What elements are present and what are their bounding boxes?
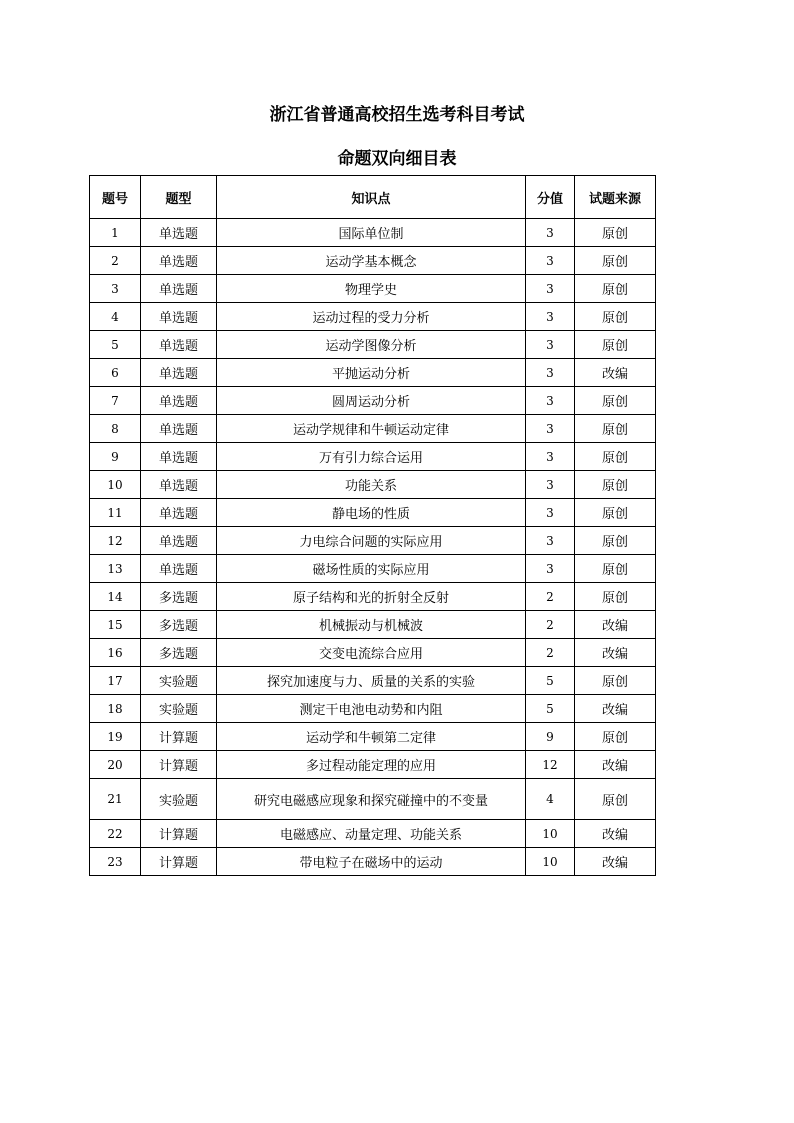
cell-knowledge-point: 测定干电池电动势和内阻: [217, 695, 526, 723]
cell-score: 5: [526, 667, 575, 695]
cell-question-type: 计算题: [141, 820, 217, 848]
table-header-row: [90, 176, 656, 219]
cell-score: 3: [526, 303, 575, 331]
cell-question-type: 单选题: [141, 275, 217, 303]
cell-question-number: 15: [90, 611, 141, 639]
cell-question-type: 实验题: [141, 779, 217, 820]
table-row: [90, 219, 656, 247]
table-row: [90, 751, 656, 779]
table-row: [90, 723, 656, 751]
cell-source: 改编: [575, 751, 656, 779]
cell-source: 原创: [575, 443, 656, 471]
cell-score: 2: [526, 583, 575, 611]
header-score: 分值: [526, 176, 575, 219]
table-row: [90, 583, 656, 611]
cell-question-number: 8: [90, 415, 141, 443]
cell-source: 改编: [575, 695, 656, 723]
cell-knowledge-point: 多过程动能定理的应用: [217, 751, 526, 779]
cell-score: 3: [526, 387, 575, 415]
cell-score: 9: [526, 723, 575, 751]
cell-score: 5: [526, 695, 575, 723]
cell-question-number: 1: [90, 219, 141, 247]
cell-knowledge-point: 国际单位制: [217, 219, 526, 247]
cell-score: 3: [526, 527, 575, 555]
cell-question-type: 单选题: [141, 331, 217, 359]
cell-question-type: 实验题: [141, 667, 217, 695]
cell-question-number: 21: [90, 779, 141, 820]
cell-score: 10: [526, 848, 575, 876]
cell-source: 原创: [575, 779, 656, 820]
document-title: 浙江省普通高校招生选考科目考试: [269, 105, 525, 125]
cell-score: 10: [526, 820, 575, 848]
cell-source: 原创: [575, 387, 656, 415]
cell-question-type: 单选题: [141, 415, 217, 443]
cell-question-number: 7: [90, 387, 141, 415]
cell-knowledge-point: 磁场性质的实际应用: [217, 555, 526, 583]
cell-score: 12: [526, 751, 575, 779]
table-row: [90, 247, 656, 275]
table-row: [90, 639, 656, 667]
cell-knowledge-point: 运动学图像分析: [217, 331, 526, 359]
cell-question-number: 2: [90, 247, 141, 275]
cell-question-type: 单选题: [141, 219, 217, 247]
cell-source: 原创: [575, 583, 656, 611]
cell-question-type: 单选题: [141, 247, 217, 275]
table-row: [90, 275, 656, 303]
cell-score: 3: [526, 359, 575, 387]
table-row: [90, 695, 656, 723]
table-row: [90, 611, 656, 639]
cell-question-number: 10: [90, 471, 141, 499]
table-row: [90, 779, 656, 820]
cell-question-type: 单选题: [141, 387, 217, 415]
table-body: [90, 219, 656, 876]
cell-source: 改编: [575, 848, 656, 876]
table-row: [90, 848, 656, 876]
cell-question-number: 6: [90, 359, 141, 387]
cell-question-number: 12: [90, 527, 141, 555]
cell-knowledge-point: 交变电流综合应用: [217, 639, 526, 667]
cell-source: 原创: [575, 303, 656, 331]
cell-knowledge-point: 电磁感应、动量定理、功能关系: [217, 820, 526, 848]
cell-source: 原创: [575, 723, 656, 751]
cell-source: 改编: [575, 611, 656, 639]
cell-knowledge-point: 带电粒子在磁场中的运动: [217, 848, 526, 876]
cell-knowledge-point: 万有引力综合运用: [217, 443, 526, 471]
cell-knowledge-point: 探究加速度与力、质量的关系的实验: [217, 667, 526, 695]
cell-knowledge-point: 物理学史: [217, 275, 526, 303]
cell-score: 3: [526, 443, 575, 471]
cell-score: 3: [526, 471, 575, 499]
cell-score: 3: [526, 555, 575, 583]
cell-score: 3: [526, 275, 575, 303]
table-row: [90, 555, 656, 583]
cell-score: 4: [526, 779, 575, 820]
cell-question-type: 单选题: [141, 359, 217, 387]
cell-knowledge-point: 原子结构和光的折射全反射: [217, 583, 526, 611]
cell-knowledge-point: 机械振动与机械波: [217, 611, 526, 639]
cell-question-type: 单选题: [141, 527, 217, 555]
cell-score: 3: [526, 247, 575, 275]
cell-source: 改编: [575, 639, 656, 667]
cell-source: 原创: [575, 667, 656, 695]
header-question-type: 题型: [141, 176, 217, 219]
cell-score: 3: [526, 415, 575, 443]
cell-knowledge-point: 静电场的性质: [217, 499, 526, 527]
cell-question-number: 4: [90, 303, 141, 331]
table-row: [90, 387, 656, 415]
cell-source: 原创: [575, 275, 656, 303]
table-row: [90, 331, 656, 359]
cell-question-number: 3: [90, 275, 141, 303]
cell-question-number: 18: [90, 695, 141, 723]
cell-question-type: 单选题: [141, 471, 217, 499]
table-row: [90, 359, 656, 387]
header-knowledge-point: 知识点: [217, 176, 526, 219]
header-source: 试题来源: [575, 176, 656, 219]
cell-question-number: 5: [90, 331, 141, 359]
cell-source: 原创: [575, 527, 656, 555]
cell-source: 改编: [575, 820, 656, 848]
cell-score: 2: [526, 639, 575, 667]
cell-knowledge-point: 研究电磁感应现象和探究碰撞中的不变量: [217, 779, 526, 820]
cell-source: 原创: [575, 415, 656, 443]
table-row: [90, 443, 656, 471]
cell-question-number: 23: [90, 848, 141, 876]
cell-question-type: 计算题: [141, 751, 217, 779]
document-subtitle: 命题双向细目表: [337, 149, 457, 169]
cell-question-number: 14: [90, 583, 141, 611]
table-row: [90, 527, 656, 555]
cell-score: 3: [526, 499, 575, 527]
cell-source: 原创: [575, 471, 656, 499]
cell-score: 3: [526, 331, 575, 359]
cell-source: 原创: [575, 555, 656, 583]
cell-question-type: 实验题: [141, 695, 217, 723]
table-row: [90, 415, 656, 443]
cell-question-type: 多选题: [141, 583, 217, 611]
cell-question-type: 单选题: [141, 443, 217, 471]
cell-score: 2: [526, 611, 575, 639]
cell-question-number: 22: [90, 820, 141, 848]
cell-question-type: 单选题: [141, 303, 217, 331]
cell-question-number: 20: [90, 751, 141, 779]
cell-question-number: 19: [90, 723, 141, 751]
header-question-number: 题号: [90, 176, 141, 219]
cell-question-number: 16: [90, 639, 141, 667]
cell-question-type: 多选题: [141, 611, 217, 639]
cell-score: 3: [526, 219, 575, 247]
cell-question-type: 计算题: [141, 848, 217, 876]
cell-knowledge-point: 运动学和牛顿第二定律: [217, 723, 526, 751]
cell-knowledge-point: 运动学基本概念: [217, 247, 526, 275]
cell-source: 原创: [575, 331, 656, 359]
cell-source: 原创: [575, 219, 656, 247]
cell-question-type: 单选题: [141, 499, 217, 527]
cell-knowledge-point: 力电综合问题的实际应用: [217, 527, 526, 555]
cell-source: 原创: [575, 499, 656, 527]
cell-knowledge-point: 运动学规律和牛顿运动定律: [217, 415, 526, 443]
spec-table: [89, 175, 656, 876]
cell-question-number: 13: [90, 555, 141, 583]
cell-question-type: 单选题: [141, 555, 217, 583]
table-row: [90, 303, 656, 331]
cell-question-number: 17: [90, 667, 141, 695]
cell-question-type: 计算题: [141, 723, 217, 751]
table-row: [90, 471, 656, 499]
cell-source: 改编: [575, 359, 656, 387]
table-row: [90, 820, 656, 848]
cell-question-type: 多选题: [141, 639, 217, 667]
table-row: [90, 667, 656, 695]
cell-knowledge-point: 运动过程的受力分析: [217, 303, 526, 331]
table-row: [90, 499, 656, 527]
cell-source: 原创: [575, 247, 656, 275]
cell-knowledge-point: 平抛运动分析: [217, 359, 526, 387]
cell-knowledge-point: 功能关系: [217, 471, 526, 499]
cell-question-number: 11: [90, 499, 141, 527]
cell-question-number: 9: [90, 443, 141, 471]
cell-knowledge-point: 圆周运动分析: [217, 387, 526, 415]
